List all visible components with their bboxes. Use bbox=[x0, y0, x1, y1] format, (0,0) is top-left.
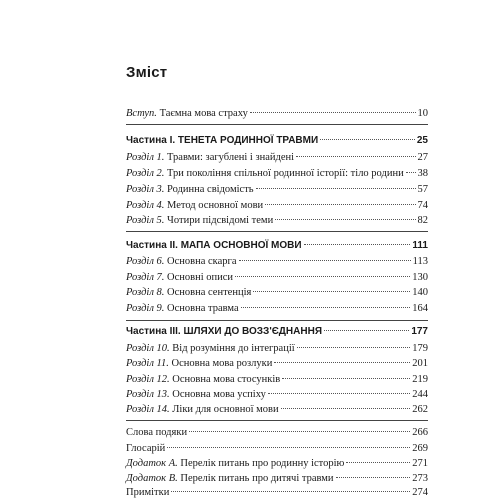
toc-backmatter-entry[interactable] bbox=[126, 442, 428, 456]
chapter-prefix: Розділ 5. bbox=[126, 215, 165, 226]
chapter-prefix: Розділ 3. bbox=[126, 184, 165, 195]
dot-leader bbox=[167, 447, 410, 448]
page-number: 10 bbox=[417, 108, 428, 119]
toc-chapter-entry[interactable] bbox=[126, 373, 428, 387]
dot-leader bbox=[235, 276, 410, 277]
dot-leader bbox=[320, 139, 415, 140]
dot-leader bbox=[282, 378, 410, 379]
page-number: 111 bbox=[412, 240, 428, 251]
toc-chapter-entry[interactable] bbox=[126, 388, 428, 402]
chapter-title: Основна сентенція bbox=[167, 287, 252, 298]
page-number: 140 bbox=[412, 287, 428, 298]
page-number: 57 bbox=[417, 184, 428, 195]
toc-chapter-entry[interactable] bbox=[126, 214, 428, 228]
dot-leader bbox=[189, 431, 410, 432]
page-number: 164 bbox=[412, 303, 428, 314]
entry-title: Перелік питань про родинну історію bbox=[180, 458, 345, 469]
toc-chapter-entry[interactable] bbox=[126, 167, 428, 181]
part-title: Частина ІІ. МАПА ОСНОВНОЇ МОВИ bbox=[126, 240, 302, 251]
chapter-prefix: Розділ 14. bbox=[126, 404, 170, 415]
page-number: 244 bbox=[412, 389, 428, 400]
toc-part-heading[interactable] bbox=[126, 134, 428, 148]
chapter-title: Основна мова розлуки bbox=[171, 358, 273, 369]
page-number: 262 bbox=[412, 404, 428, 415]
page-number: 82 bbox=[417, 215, 428, 226]
dot-leader bbox=[253, 291, 410, 292]
toc-chapter-entry[interactable] bbox=[126, 151, 428, 165]
chapter-title: Чотири підсвідомі теми bbox=[167, 215, 274, 226]
toc-entry-intro[interactable] bbox=[126, 107, 428, 121]
dot-leader bbox=[256, 188, 416, 189]
dot-leader bbox=[250, 112, 416, 113]
part-title: Частина І. ТЕНЕТА РОДИННОЇ ТРАВМИ bbox=[126, 135, 319, 146]
toc-chapter-entry[interactable] bbox=[126, 357, 428, 371]
toc-chapter-entry[interactable] bbox=[126, 255, 428, 269]
chapter-title: Травми: загублені і знайдені bbox=[167, 152, 295, 163]
dot-leader bbox=[281, 408, 411, 409]
dot-leader bbox=[296, 156, 415, 157]
chapter-prefix: Розділ 13. bbox=[126, 389, 170, 400]
chapter-prefix: Розділ 12. bbox=[126, 374, 170, 385]
dot-leader bbox=[275, 219, 415, 220]
chapter-title: Основна мова успіху bbox=[172, 389, 266, 400]
page-number: 177 bbox=[411, 326, 428, 337]
entry-prefix: Додаток В. bbox=[126, 473, 178, 484]
page-number: 38 bbox=[417, 168, 428, 179]
dot-leader bbox=[324, 330, 409, 331]
toc-chapter-entry[interactable] bbox=[126, 199, 428, 213]
dot-leader bbox=[336, 477, 411, 478]
section-divider bbox=[126, 320, 428, 321]
section-divider bbox=[126, 124, 428, 125]
page-number: 266 bbox=[412, 427, 428, 438]
entry-title: Перелік питань про дитячі травми bbox=[180, 473, 334, 484]
page-number: 113 bbox=[412, 256, 428, 267]
dot-leader bbox=[241, 307, 411, 308]
entry-prefix: Вступ. bbox=[126, 108, 157, 119]
chapter-prefix: Розділ 9. bbox=[126, 303, 165, 314]
entry-title: Примітки bbox=[126, 487, 170, 498]
chapter-prefix: Розділ 6. bbox=[126, 256, 165, 267]
page-number: 201 bbox=[412, 358, 428, 369]
chapter-title: Від розуміння до інтеграції bbox=[172, 343, 295, 354]
section-divider bbox=[126, 231, 428, 232]
page-number: 219 bbox=[412, 374, 428, 385]
chapter-prefix: Розділ 1. bbox=[126, 152, 165, 163]
dot-leader bbox=[304, 244, 411, 245]
toc-chapter-entry[interactable] bbox=[126, 286, 428, 300]
page-number: 25 bbox=[416, 135, 428, 146]
chapter-prefix: Розділ 11. bbox=[126, 358, 169, 369]
toc-backmatter-entry[interactable] bbox=[126, 457, 428, 471]
entry-title: Таємна мова страху bbox=[159, 108, 248, 119]
page-number: 274 bbox=[412, 487, 428, 498]
toc-chapter-entry[interactable] bbox=[126, 403, 428, 417]
toc-chapter-entry[interactable] bbox=[126, 342, 428, 356]
chapter-prefix: Розділ 4. bbox=[126, 200, 165, 211]
page-title: Зміст bbox=[126, 64, 168, 81]
page-number: 74 bbox=[417, 200, 428, 211]
dot-leader bbox=[239, 260, 411, 261]
chapter-title: Основні описи bbox=[167, 272, 234, 283]
page-number: 130 bbox=[412, 272, 428, 283]
page-number: 269 bbox=[412, 443, 428, 454]
toc-chapter-entry[interactable] bbox=[126, 302, 428, 316]
chapter-title: Основна травма bbox=[167, 303, 239, 314]
chapter-title: Ліки для основної мови bbox=[172, 404, 279, 415]
chapter-prefix: Розділ 7. bbox=[126, 272, 165, 283]
chapter-prefix: Розділ 8. bbox=[126, 287, 165, 298]
dot-leader bbox=[297, 347, 411, 348]
chapter-prefix: Розділ 10. bbox=[126, 343, 170, 354]
chapter-title: Основна скарга bbox=[167, 256, 237, 267]
section-divider bbox=[126, 420, 428, 421]
chapter-title: Метод основної мови bbox=[167, 200, 264, 211]
dot-leader bbox=[268, 393, 410, 394]
toc-part-heading[interactable] bbox=[126, 325, 428, 339]
entry-prefix: Додаток А. bbox=[126, 458, 178, 469]
toc-part-heading[interactable] bbox=[126, 239, 428, 253]
entry-title: Глосарій bbox=[126, 443, 166, 454]
dot-leader bbox=[346, 462, 410, 463]
entry-title: Слова подяки bbox=[126, 427, 188, 438]
page-number: 273 bbox=[412, 473, 428, 484]
toc-chapter-entry[interactable] bbox=[126, 271, 428, 285]
dot-leader bbox=[265, 204, 415, 205]
toc-backmatter-entry[interactable] bbox=[126, 472, 428, 486]
page-number: 27 bbox=[417, 152, 428, 163]
chapter-title: Три покоління спільної родинної історії: тіло родини bbox=[167, 168, 404, 179]
page-number: 179 bbox=[412, 343, 428, 354]
part-title: Частина ІІІ. ШЛЯХИ ДО ВОЗЗ'ЄДНАННЯ bbox=[126, 326, 323, 337]
dot-leader bbox=[171, 491, 410, 492]
dot-leader bbox=[274, 362, 410, 363]
chapter-prefix: Розділ 2. bbox=[126, 168, 165, 179]
dot-leader bbox=[406, 172, 416, 173]
toc-backmatter-entry[interactable] bbox=[126, 426, 428, 440]
toc-chapter-entry[interactable] bbox=[126, 183, 428, 197]
page-number: 271 bbox=[412, 458, 428, 469]
toc-backmatter-entry[interactable] bbox=[126, 486, 428, 500]
chapter-title: Основна мова стосунків bbox=[172, 374, 281, 385]
chapter-title: Родинна свідомість bbox=[167, 184, 254, 195]
